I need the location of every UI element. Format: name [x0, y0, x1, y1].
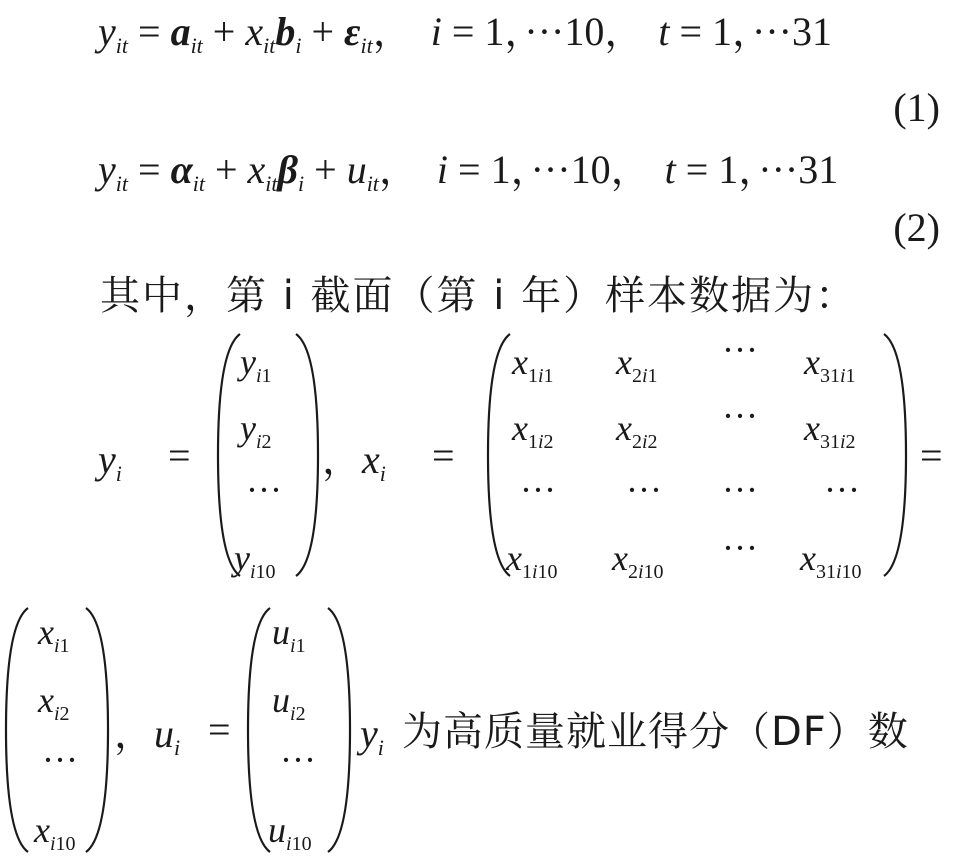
u-column-entry-3: ···	[280, 740, 316, 780]
x-matrix-r1-c3: ···	[722, 330, 758, 370]
y-label-inline: $y_i$	[360, 711, 384, 760]
y-vector-entry-2: $y_{i2}$	[240, 408, 272, 453]
x-column-right-paren	[82, 604, 112, 856]
y-vector-right-paren	[292, 330, 322, 580]
x-matrix-r4-c4: $x_{31i10}$	[800, 538, 862, 583]
y-vector-entry-1: $y_{i1}$	[240, 342, 272, 387]
equals-sign-1: =	[168, 433, 191, 478]
u-column-right-paren	[324, 604, 354, 856]
x-matrix-r1-c2: $x_{2i1}$	[616, 342, 658, 387]
u-column-entry-4: $u_{i10}$	[268, 810, 312, 855]
x-matrix-r3-c1: ···	[520, 470, 556, 510]
x-column-entry-2: $x_{i2}$	[38, 680, 70, 725]
equation-1: $y_{it} = a_{it} + x_{it}b_i + \varepsilon_{it}$， i = 1，···10， t = 1，···31	[98, 9, 832, 58]
x-column-entry-1: $x_{i1}$	[38, 612, 70, 657]
equals-sign-2: =	[432, 433, 455, 478]
y-vector-entry-3: ···	[246, 470, 282, 510]
x-column-entry-3: ···	[42, 740, 78, 780]
y-vector-entry-4: $y_{i10}$	[234, 538, 276, 583]
x-matrix-r3-c2: ···	[626, 470, 662, 510]
sample-intro-text: 其中，第 i 截面（第 i 年）样本数据为：	[100, 273, 858, 319]
x-matrix-r2-c4: $x_{31i2}$	[804, 408, 856, 453]
y-vector-label: $y_i$	[98, 437, 122, 486]
equation-2-number: (2)	[893, 205, 940, 250]
x-matrix-r3-c3: ···	[722, 470, 758, 510]
x-matrix-r2-c1: $x_{1i2}$	[512, 408, 554, 453]
x-matrix-r3-c4: ···	[824, 470, 860, 510]
x-matrix-r4-c3: ···	[722, 528, 758, 568]
u-vector-label: ，$u_i$	[114, 711, 181, 760]
x-matrix-r1-c4: $x_{31i1}$	[804, 342, 856, 387]
x-matrix-r2-c3: ···	[722, 396, 758, 436]
x-matrix-r4-c2: $x_{2i10}$	[612, 538, 664, 583]
equals-sign-4: =	[208, 707, 231, 752]
x-matrix-r1-c1: $x_{1i1}$	[512, 342, 554, 387]
equation-1-number: (1)	[893, 85, 940, 130]
x-matrix-right-paren	[880, 330, 910, 580]
x-vector-label: ，$x_i$	[322, 437, 386, 486]
u-column-entry-1: $u_{i1}$	[272, 612, 306, 657]
x-matrix-r4-c1: $x_{1i10}$	[506, 538, 558, 583]
x-column-entry-4: $x_{i10}$	[34, 810, 76, 855]
equals-sign-3: =	[920, 433, 943, 478]
df-sentence-text: 为高质量就业得分（DF）数	[402, 709, 909, 755]
equation-2: $y_{it} = \alpha_{it} + x_{it}\beta_i + u_{it}$， i = 1，···10， t = 1，···31	[98, 147, 839, 196]
u-column-entry-2: $u_{i2}$	[272, 680, 306, 725]
x-column-left-paren	[2, 604, 32, 856]
x-matrix-r2-c2: $x_{2i2}$	[616, 408, 658, 453]
